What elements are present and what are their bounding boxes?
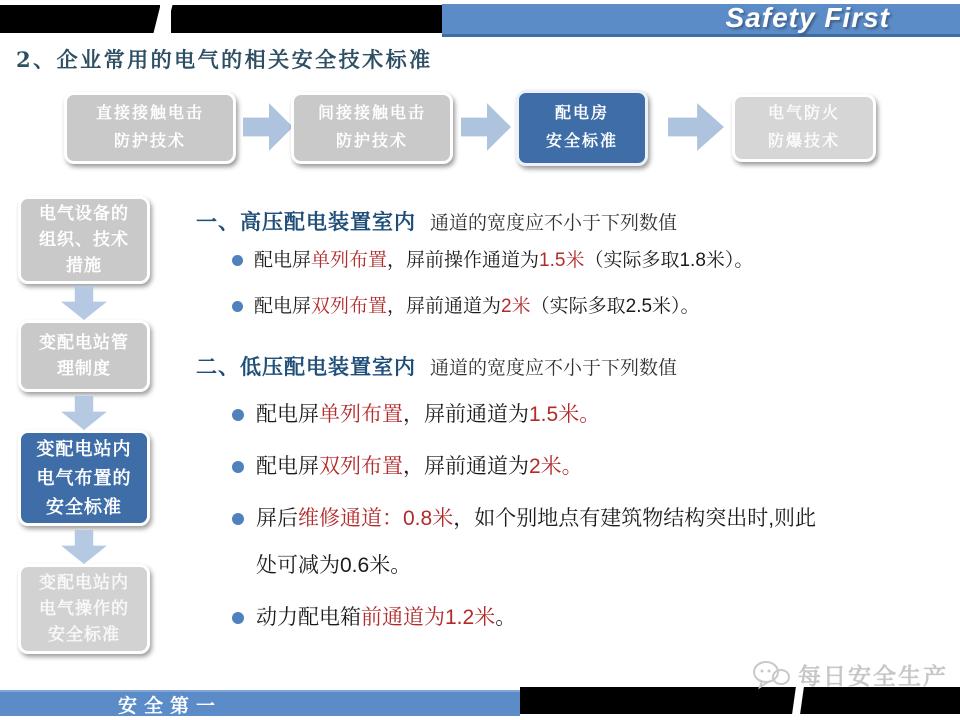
body-text: 动力配电箱 [256,606,361,629]
bullet-dot-icon [232,255,243,266]
flow-step-direct-contact [64,92,236,164]
sidebar-step-line: 电气布置的 [36,467,132,488]
emphasis-text: 单列布置 [311,250,388,271]
emphasis-text: 维修通道：0.8米 [298,507,454,530]
flow-step-line: 防爆技术 [767,133,840,150]
sidebar-step-line: 措施 [66,256,102,275]
emphasis-text: 单列布置 [319,403,403,426]
top-flow-diagram [0,90,960,168]
sidebar-step-line: 电气设备的 [39,204,129,223]
section-subtitle: 通道的宽度应不小于下列数值 [430,358,678,379]
banner-text: Safety First [725,2,890,33]
flow-step-line: 间接接触电击 [317,105,426,122]
down-arrow-icon [61,530,107,564]
section-title: 一、高压配电装置室内 [196,211,416,234]
down-arrow-icon [61,286,107,320]
bullet-item [232,603,922,632]
body-text: 配电屏 [254,250,312,271]
bullet-dot-icon [232,301,243,312]
section-subtitle: 通道的宽度应不小于下列数值 [430,213,678,234]
sidebar-step-line: 组织、技术 [39,230,129,249]
flow-step-line: 电气防火 [767,105,840,122]
footer-black-bar [520,687,960,714]
flow-step-distribution-room-active [516,90,648,166]
flow-step-line: 直接接触电击 [95,105,204,122]
section-heading-low-voltage [196,351,677,381]
flow-step-indirect-contact [291,92,453,164]
body-text: 屏后 [256,507,298,530]
body-text: 配电屏 [256,403,319,426]
flow-step-line: 安全标准 [545,133,618,150]
sidebar-step-management [18,320,150,392]
bullet-item [232,504,922,580]
bullet-list-low-voltage [232,400,922,655]
footer-slogan: 安全第一 [118,696,223,717]
watermark [752,658,948,691]
right-arrow-icon [243,101,293,153]
body-text: 。 [495,606,517,629]
bullet-item [232,400,922,429]
emphasis-text: 2米。 [529,455,583,478]
sidebar-step-operation-standard [18,564,150,654]
header-black-bar-mid [171,5,442,33]
header-black-bar-left [0,5,160,33]
bullet-dot-icon [232,409,244,421]
right-arrow-icon [461,101,511,153]
section-title: 二、低压配电装置室内 [196,356,416,379]
bullet-dot-icon [232,513,244,525]
sidebar-flow [18,196,150,654]
sidebar-step-line: 安全标准 [48,625,120,644]
down-arrow-icon [61,396,107,430]
body-text: （实际多取1.8米）。 [584,250,754,271]
sidebar-step-line: 电气操作的 [39,599,129,618]
watermark-text: 每日安全生产 [798,663,948,689]
body-text: 处可减为0.6米。 [256,554,412,577]
emphasis-text: 2米 [501,296,531,317]
sidebar-step-line: 安全标准 [46,496,122,517]
emphasis-text: 双列布置 [311,296,388,317]
flow-step-line: 配电房 [554,105,609,122]
body-text: ，如个别地点有建筑物结构突出时,则此 [453,507,817,530]
flow-step-line: 防护技术 [113,133,186,150]
flow-step-line: 防护技术 [335,133,408,150]
emphasis-text: 1.5米。 [529,403,601,426]
emphasis-text: 前通道为1.2米 [361,606,496,629]
page-title: 2、企业常用的电气的相关安全技术标准 [16,47,433,72]
emphasis-text: 1.5米 [539,250,585,271]
footer-blue-bar [0,690,520,716]
section-heading-high-voltage [196,206,677,236]
body-text: ，屏前通道为 [387,296,502,317]
body-text: ，屏前操作通道为 [387,250,540,271]
wechat-logo-icon [752,660,792,690]
sidebar-step-line: 变配电站内 [39,573,129,592]
bullet-dot-icon [232,461,244,473]
body-text: 配电屏 [254,296,312,317]
body-text: 配电屏 [256,455,319,478]
sidebar-step-line: 变配电站管 [39,333,129,352]
bullet-item [232,248,922,274]
right-arrow-icon [668,101,724,153]
bullet-item [232,294,922,320]
flow-step-fire-explosion [732,94,876,162]
body-text: ，屏前通道为 [403,455,529,478]
bullet-item [232,452,922,481]
emphasis-text: 双列布置 [319,455,403,478]
bullet-list-high-voltage [232,248,922,340]
sidebar-step-line: 变配电站内 [36,438,132,459]
sidebar-step-layout-standard-active [18,430,150,526]
body-text: （实际多取2.5米）。 [530,296,700,317]
sidebar-step-line: 理制度 [57,359,111,378]
sidebar-step-measures [18,196,150,284]
body-text: ，屏前通道为 [403,403,529,426]
bullet-dot-icon [232,612,244,624]
